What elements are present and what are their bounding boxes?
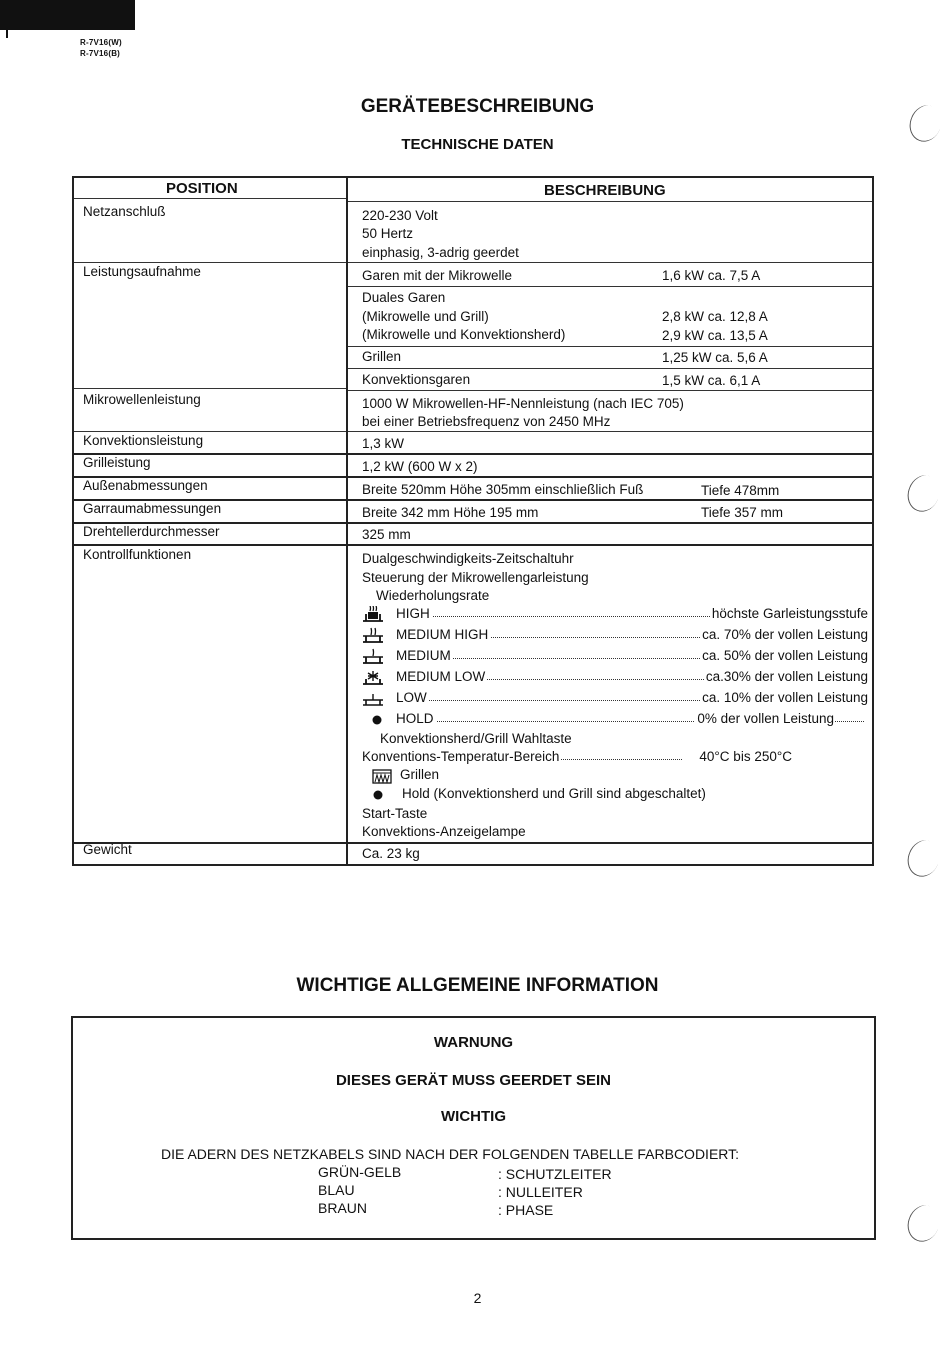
power-level-name: HIGH — [396, 606, 430, 621]
kontroll-power-control: Steuerung der Mikrowellengarleistung — [362, 570, 589, 585]
row-rule — [348, 431, 872, 432]
row-label-grilleistung: Grilleistung — [83, 455, 151, 470]
netz-phase: einphasig, 3-adrig geerdet — [362, 245, 519, 260]
row-rule — [74, 453, 872, 455]
kontroll-repeat-rate: Wiederholungsrate — [376, 588, 490, 603]
wire-color: BLAU — [318, 1182, 355, 1198]
header-rule-right — [348, 201, 872, 202]
bullet-icon — [367, 786, 389, 804]
row-rule — [348, 262, 872, 263]
power-level-hold — [362, 711, 868, 730]
row-label-leistung: Leistungsaufnahme — [83, 264, 201, 279]
power-level-description: 0% der vollen Leistung — [697, 711, 834, 726]
page-number: 2 — [473, 1290, 482, 1306]
leistung-grill-value: 1,25 kW ca. 5,6 A — [662, 350, 768, 365]
info-title: WICHTIGE ALLGEMEINE INFORMATION — [296, 975, 659, 996]
important-heading: WICHTIG — [441, 1108, 506, 1125]
aussen-tiefe: Tiefe 478mm — [701, 483, 780, 498]
model-number-white: R-7V16(W) — [80, 38, 122, 47]
power-level-high — [362, 606, 868, 625]
leistung-konv-value: 1,5 kW ca. 6,1 A — [662, 373, 761, 388]
grill-function-label: Grillen — [400, 767, 440, 782]
spec-table — [72, 176, 874, 866]
power-medium-high-icon — [362, 627, 384, 645]
row-rule — [74, 262, 346, 263]
grounding-notice: DIESES GERÄT MUSS GEERDET SEIN — [335, 1072, 612, 1089]
column-header-description: BESCHREIBUNG — [544, 182, 666, 199]
row-rule — [348, 368, 872, 369]
model-number-black: R-7V16(B) — [80, 49, 121, 58]
power-level-name: MEDIUM — [396, 648, 451, 663]
page-subtitle: TECHNISCHE DATEN — [401, 136, 554, 153]
punch-hole-mark — [903, 471, 945, 516]
punch-hole-mark — [903, 1201, 945, 1246]
temperature-range — [362, 749, 792, 768]
leistung-dual-grill-label: (Mikrowelle und Grill) — [362, 309, 489, 324]
hold-function-label: Hold (Konvektionsherd und Grill sind abgeschaltet) — [402, 786, 706, 801]
row-label-kontroll: Kontrollfunktionen — [83, 547, 192, 562]
power-level-description: ca. 50% der vollen Leistung — [702, 648, 868, 663]
row-rule — [74, 544, 872, 546]
mikrowellen-frequenz: bei einer Betriebsfrequenz von 2450 MHz — [362, 414, 611, 429]
start-button-text: Start-Taste — [362, 806, 428, 821]
drehteller-value: 325 mm — [362, 527, 411, 542]
row-rule — [74, 388, 346, 389]
row-label-drehteller: Drehtellerdurchmesser — [83, 524, 220, 539]
row-rule — [74, 431, 346, 432]
temperature-range-label: Konventions-Temperatur-Bereich — [362, 749, 560, 764]
leistung-dual-grill-value: 2,8 kW ca. 12,8 A — [662, 309, 768, 324]
wire-meaning: : NULLEITER — [498, 1184, 583, 1200]
row-label-gewicht: Gewicht — [83, 842, 132, 857]
garraum-tiefe: Tiefe 357 mm — [701, 505, 784, 520]
wire-meaning: : SCHUTZLEITER — [498, 1166, 612, 1182]
mikrowellen-nennleistung: 1000 W Mikrowellen-HF-Nennleistung (nach IEC 705) — [362, 396, 684, 411]
aussen-value: Breite 520mm Höhe 305mm einschließlich Fuß — [362, 482, 644, 497]
warning-box — [71, 1016, 876, 1240]
leistung-konv-label: Konvektionsgaren — [362, 372, 471, 387]
corner-mark — [0, 0, 135, 30]
row-rule — [348, 346, 872, 347]
bullet-icon — [362, 711, 384, 729]
power-high-icon — [362, 606, 384, 624]
column-divider — [346, 178, 348, 864]
row-label-netz: Netzanschluß — [83, 204, 166, 219]
leistung-grill-label: Grillen — [362, 349, 402, 364]
wire-meaning: : PHASE — [498, 1202, 554, 1218]
warning-heading: WARNUNG — [433, 1034, 514, 1051]
power-level-description: ca. 70% der vollen Leistung — [702, 627, 868, 642]
temperature-range-value: 40°C bis 250°C — [699, 749, 792, 764]
gewicht-value: Ca. 23 kg — [362, 846, 420, 861]
leistung-dual-konv-label: (Mikrowelle und Konvektionsherd) — [362, 327, 566, 342]
row-label-konvektion: Konvektionsleistung — [83, 433, 204, 448]
grill-icon — [372, 769, 392, 784]
konvektion-value: 1,3 kW — [362, 436, 405, 451]
power-level-low — [362, 690, 868, 709]
column-header-position: POSITION — [166, 180, 238, 197]
leistung-dual-title: Duales Garen — [362, 290, 446, 305]
power-level-name: HOLD — [396, 711, 434, 726]
kontroll-wahltaste: Konvektionsherd/Grill Wahltaste — [380, 731, 572, 746]
grilleistung-value: 1,2 kW (600 W x 2) — [362, 459, 478, 474]
row-label-mikrowellen: Mikrowellenleistung — [83, 392, 201, 407]
row-label-garraum: Garraumabmessungen — [83, 501, 222, 516]
power-level-medium — [362, 648, 868, 667]
page-title: GERÄTEBESCHREIBUNG — [360, 96, 595, 117]
indicator-lamp-text: Konvektions-Anzeigelampe — [362, 824, 526, 839]
power-medium-icon — [362, 648, 384, 666]
hold-function — [362, 786, 868, 805]
grill-function — [362, 767, 868, 786]
netz-voltage: 220-230 Volt — [362, 208, 438, 223]
header-rule-left — [74, 198, 346, 199]
garraum-value: Breite 342 mm Höhe 195 mm — [362, 505, 539, 520]
leistung-dual-konv-value: 2,9 kW ca. 13,5 A — [662, 328, 768, 343]
leistung-mikro-label: Garen mit der Mikrowelle — [362, 268, 513, 283]
kontroll-timer: Dualgeschwindigkeits-Zeitschaltuhr — [362, 551, 574, 566]
power-level-medium-low — [362, 669, 868, 688]
row-rule — [348, 390, 872, 391]
color-code-intro: DIE ADERN DES NETZKABELS SIND NACH DER FOLGENDEN TABELLE FARBCODIERT: — [161, 1146, 740, 1162]
edge-mark — [6, 0, 8, 38]
power-level-name: MEDIUM HIGH — [396, 627, 489, 642]
row-rule — [74, 842, 872, 844]
netz-frequency: 50 Hertz — [362, 226, 414, 241]
wire-color: BRAUN — [318, 1200, 368, 1216]
power-level-description: ca.30% der vollen Leistung — [705, 669, 868, 684]
power-level-description: ca. 10% der vollen Leistung — [702, 690, 868, 705]
power-level-name: LOW — [396, 690, 427, 705]
punch-hole-mark — [903, 836, 945, 881]
power-medium-low-icon — [362, 669, 384, 687]
wire-color: GRÜN-GELB — [318, 1164, 402, 1180]
leistung-mikro-value: 1,6 kW ca. 7,5 A — [662, 268, 761, 283]
power-level-medium-high — [362, 627, 868, 646]
power-level-description: höchste Garleistungsstufe — [711, 606, 868, 621]
row-rule — [348, 286, 872, 287]
power-level-name: MEDIUM LOW — [396, 669, 486, 684]
power-low-icon — [362, 690, 384, 708]
row-label-aussen: Außenabmessungen — [83, 478, 208, 493]
